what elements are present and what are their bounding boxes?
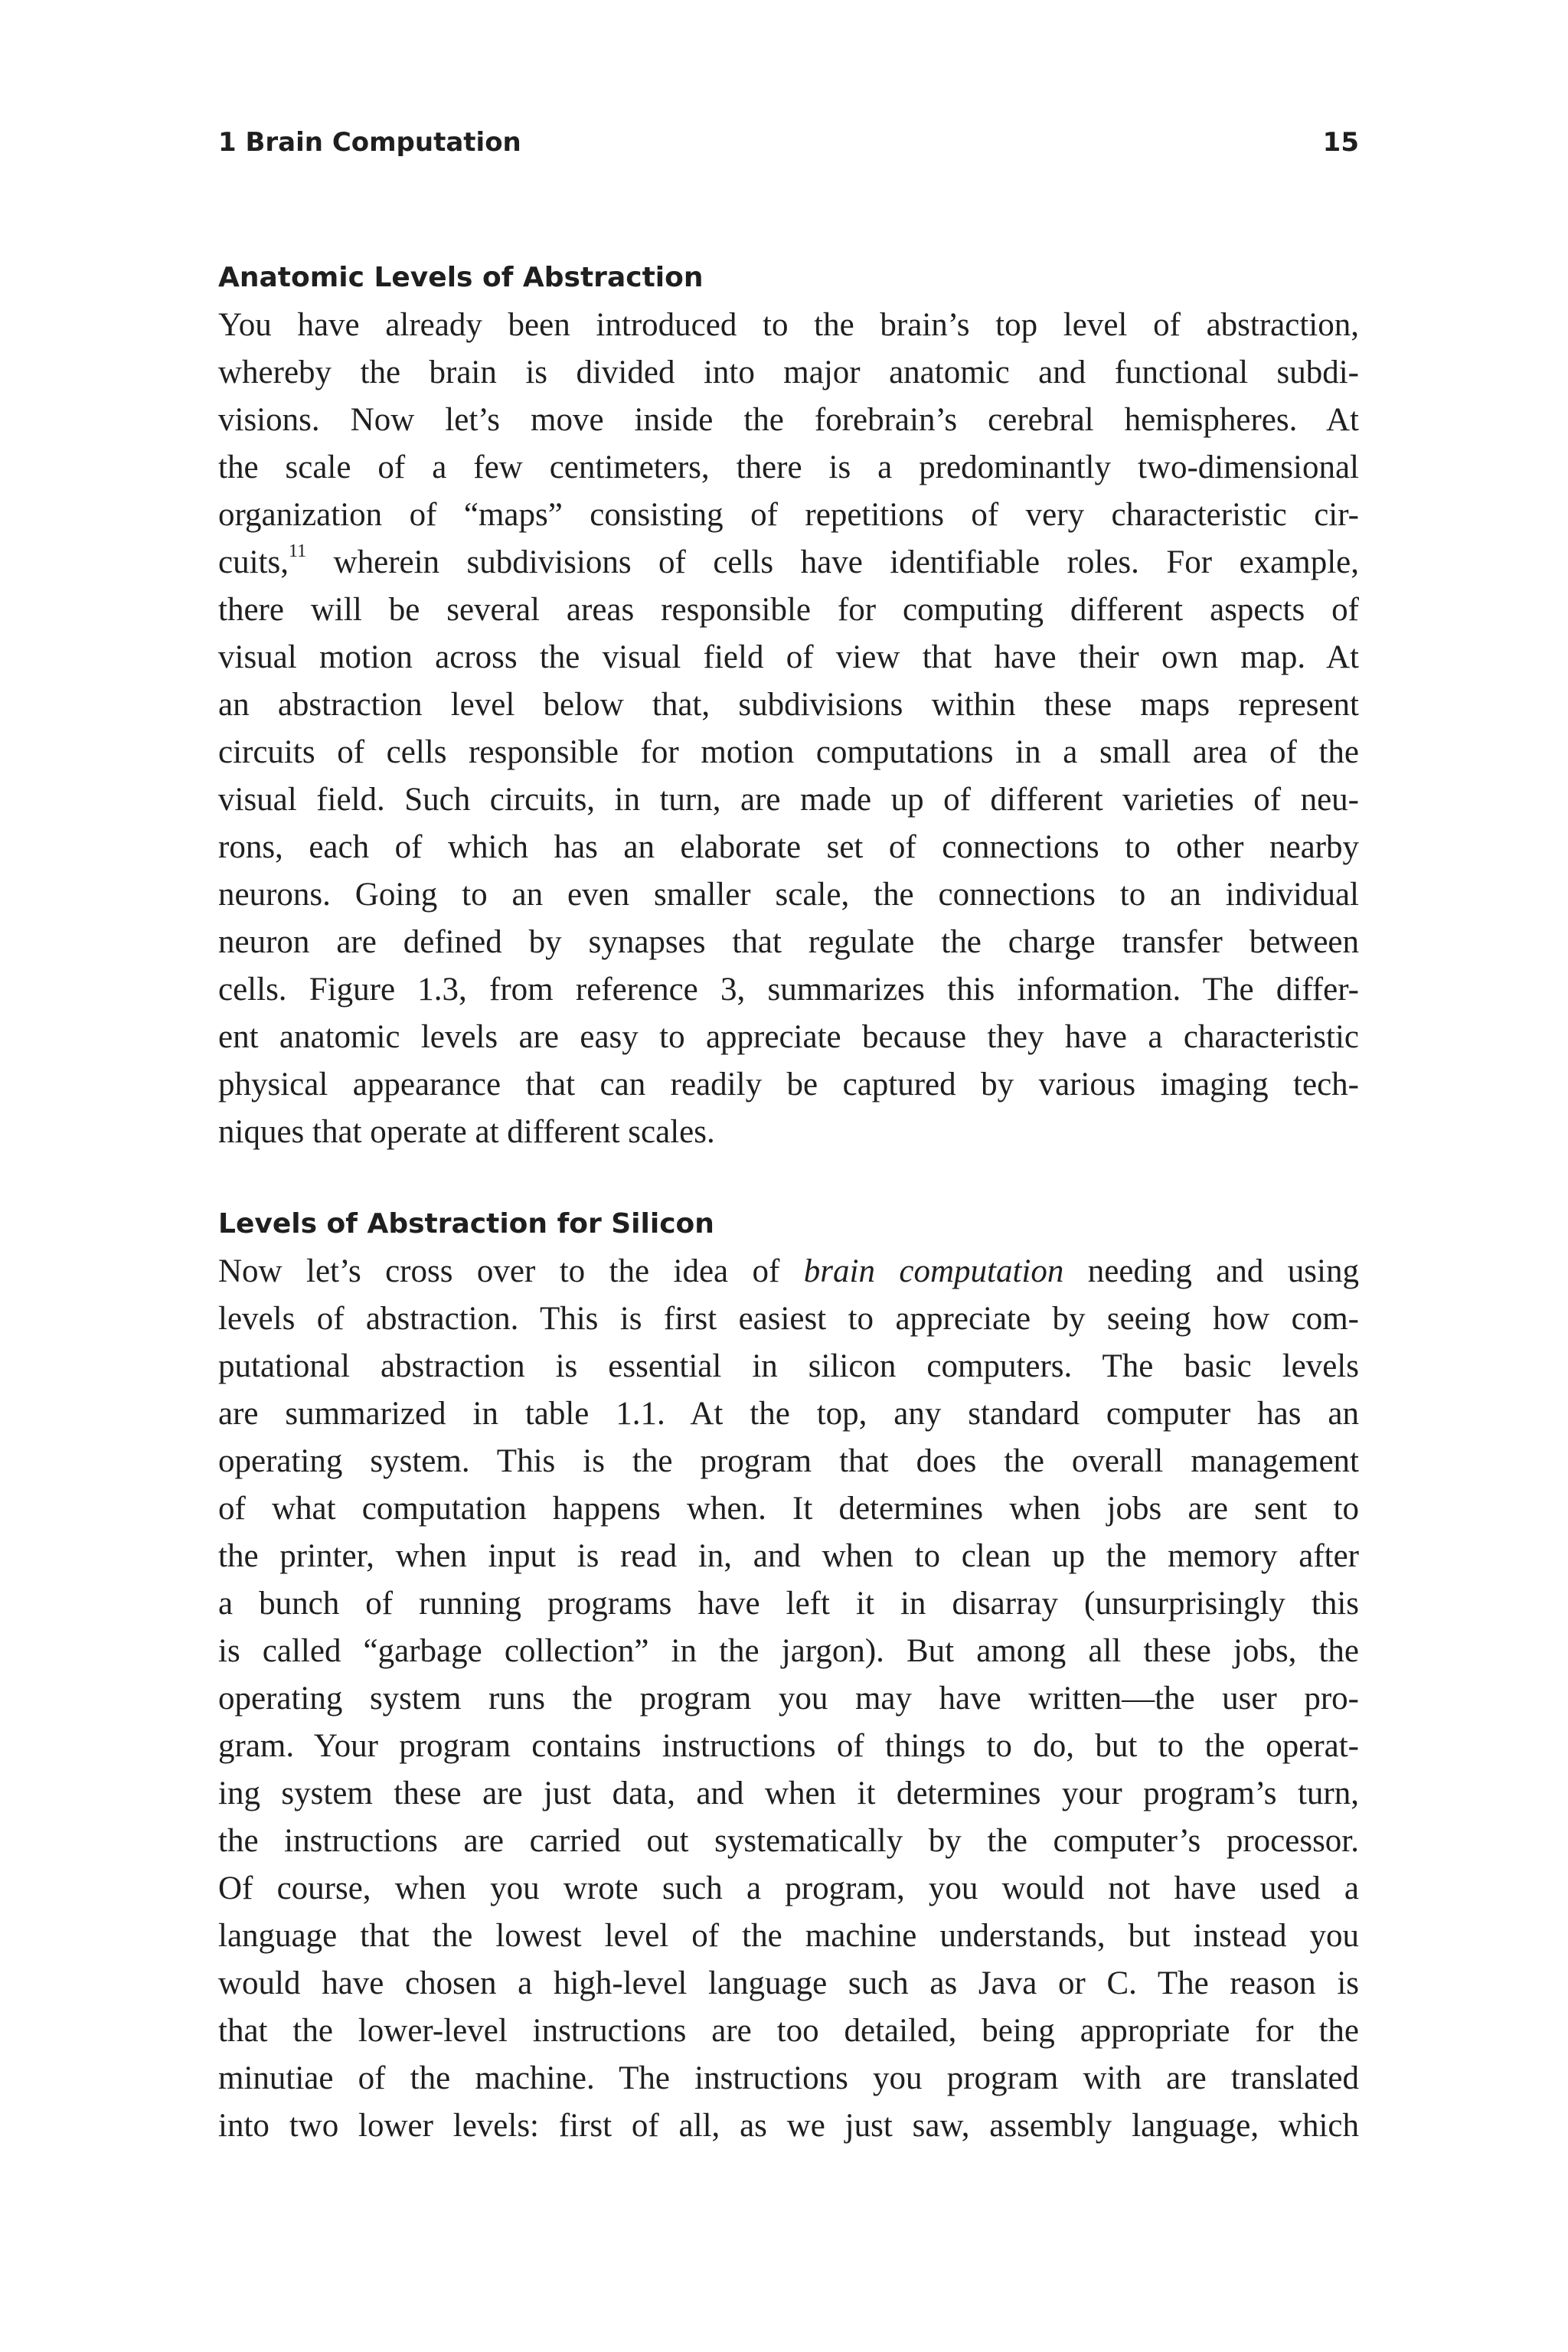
text-line: an abstraction level below that, subdivisions within these maps represent: [218, 687, 1359, 723]
text-run: wherein subdivisions of cells have identifiable roles. For example,: [306, 544, 1359, 580]
text-line: niques that operate at different scales.: [218, 1114, 715, 1150]
text-line: physical appearance that can readily be captured by various imaging tech-: [218, 1067, 1359, 1102]
section-heading: Levels of Abstraction for Silicon: [218, 1208, 714, 1240]
text-line: neuron are defined by synapses that regulate the charge transfer between: [218, 924, 1359, 960]
text-line: neurons. Going to an even smaller scale, the connections to an individual: [218, 877, 1359, 913]
text-line: putational abstraction is essential in silicon computers. The basic levels: [218, 1348, 1359, 1384]
text-line: visual field. Such circuits, in turn, are made up of different varieties of neu-: [218, 782, 1359, 818]
text-line: circuits of cells responsible for motion computations in a small area of the: [218, 734, 1359, 770]
text-line: organization of “maps” consisting of repetitions of very characteristic cir-: [218, 497, 1359, 533]
text-run: cuits,: [218, 544, 289, 580]
chapter-title: 1 Brain Computation: [218, 127, 521, 158]
text-line: of what computation happens when. It determines when jobs are sent to: [218, 1491, 1359, 1527]
footnote-marker: 11: [288, 541, 307, 561]
text-line: there will be several areas responsible for computing different aspects of: [218, 592, 1359, 628]
text-line: rons, each of which has an elaborate set of connections to other nearby: [218, 829, 1359, 865]
text-line: a bunch of running programs have left it in disarray (unsurprisingly this: [218, 1586, 1359, 1622]
text-run: needing and using: [1063, 1253, 1359, 1289]
text-line: operating system runs the program you may have written—the user pro-: [218, 1681, 1359, 1717]
section-anatomic-levels: [218, 254, 1359, 1156]
text-line: the instructions are carried out systematically by the computer’s processor.: [218, 1823, 1359, 1859]
text-line: into two lower levels: first of all, as we just saw, assembly language, which: [218, 2108, 1359, 2144]
section-silicon-levels: [218, 1200, 1359, 2150]
text-line: minutiae of the machine. The instructions you program with are translated: [218, 2060, 1359, 2096]
book-page: [218, 0, 1359, 2352]
paragraph: [218, 1248, 1359, 2150]
section-heading: Anatomic Levels of Abstraction: [218, 262, 704, 293]
text-line: would have chosen a high-level language such as Java or C. The reason is: [218, 1965, 1359, 2001]
text-line: are summarized in table 1.1. At the top, any standard computer has an: [218, 1396, 1359, 1432]
paragraph: [218, 302, 1359, 1156]
text-line: ent anatomic levels are easy to appreciate because they have a characteristic: [218, 1019, 1359, 1055]
text-line: gram. Your program contains instructions of things to do, but to the operat-: [218, 1728, 1359, 1764]
text-line: visions. Now let’s move inside the forebrain’s cerebral hemispheres. At: [218, 402, 1359, 438]
text-line: language that the lowest level of the machine understands, but instead you: [218, 1918, 1359, 1954]
running-head: [218, 122, 1359, 162]
text-line: Of course, when you wrote such a program, you would not have used a: [218, 1870, 1359, 1906]
text-line: cells. Figure 1.3, from reference 3, summarizes this information. The differ-: [218, 972, 1359, 1008]
text-line: [218, 1248, 1359, 1295]
text-line: the printer, when input is read in, and when to clean up the memory after: [218, 1538, 1359, 1574]
text-line: levels of abstraction. This is first easiest to appreciate by seeing how com-: [218, 1301, 1359, 1337]
page-number: 15: [1322, 127, 1359, 158]
text-line: operating system. This is the program that does the overall management: [218, 1443, 1359, 1479]
emphasis-term: brain computation: [803, 1253, 1064, 1289]
text-line: the scale of a few centimeters, there is a predominantly two-dimensional: [218, 449, 1359, 485]
text-line: You have already been introduced to the brain’s top level of abstraction,: [218, 307, 1359, 343]
text-line: that the lower-level instructions are too detailed, being appropriate for the: [218, 2013, 1359, 2049]
text-run: Now let’s cross over to the idea of: [218, 1253, 804, 1289]
text-line: is called “garbage collection” in the jargon). But among all these jobs, the: [218, 1633, 1359, 1669]
text-line: whereby the brain is divided into major anatomic and functional subdi-: [218, 354, 1359, 390]
text-line: visual motion across the visual field of view that have their own map. At: [218, 639, 1359, 675]
text-line: [218, 539, 1359, 586]
text-line: ing system these are just data, and when it determines your program’s turn,: [218, 1775, 1359, 1811]
